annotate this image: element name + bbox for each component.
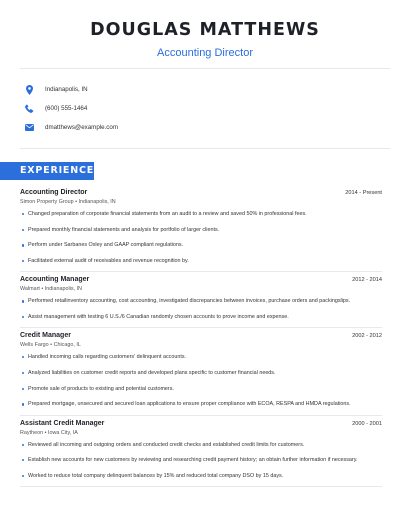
job-title: Credit Manager	[20, 332, 71, 340]
bullet-item: Facilitated external audit of receivables and revenue recognition by.	[20, 257, 382, 265]
job-company: Wells Fargo	[20, 342, 49, 349]
divider	[20, 327, 382, 328]
job-dates: 2014 - Present	[345, 190, 382, 196]
bullet-item: Handled incoming calls regarding customers' delinquent accounts.	[20, 353, 382, 361]
job-company-line: Simon Property Group • Indianapolis, IN	[20, 199, 116, 205]
bullet-item: Performed retailinventory accounting, cost accounting, investigated discrepancies between invoices, purchase orders and packingslips.	[20, 297, 382, 305]
contact-location-text: Indianapolis, IN	[45, 86, 88, 93]
bullet-item: Promote sale of products to existing and potential customers.	[20, 385, 382, 393]
section-heading-experience: EXPERIENCE	[0, 162, 94, 180]
job-company-line: Wells Fargo • Chicago, IL	[20, 342, 81, 349]
job-entry	[20, 189, 382, 265]
bullet-item: Worked to reduce total company delinquent balances by 15% and reduced total company DSO by 15 days.	[20, 472, 382, 480]
job-company: Walmart	[20, 286, 40, 293]
job-company: Raytheon	[20, 429, 44, 436]
candidate-name: DOUGLAS MATTHEWS	[90, 20, 320, 40]
divider	[20, 148, 390, 149]
job-bullets	[20, 441, 382, 481]
contact-email	[20, 118, 390, 137]
job-dates: 2002 - 2012	[352, 333, 382, 340]
experience-list	[20, 189, 382, 491]
email-icon	[23, 122, 35, 134]
job-bullets	[20, 210, 382, 265]
job-entry	[20, 332, 382, 408]
job-location: Iowa City, IA	[47, 429, 78, 436]
divider	[20, 486, 382, 487]
job-company-line: Raytheon • Iowa City, IA	[20, 429, 78, 436]
contact-location	[20, 80, 390, 99]
job-location: Chicago, IL	[53, 342, 81, 349]
bullet-item: Reviewed all incoming and outgoing orders and conducted credit checks and established credit limits for customers.	[20, 441, 382, 449]
job-bullets	[20, 297, 382, 321]
bullet-item: Assist management with testing 6 U.S./6 Canadian randomly chosen accounts to prove income and expense.	[20, 313, 382, 321]
job-entry	[20, 276, 382, 321]
job-company: Simon Property Group	[20, 199, 74, 205]
divider	[20, 271, 382, 272]
job-title: Accounting Manager	[20, 276, 90, 284]
bullet-item: Prepared monthly financial statements and analysis for portfolio of larger clients.	[20, 226, 382, 234]
bullet-item: Perform under Sarbanes Oxley and GAAP compliant regulations.	[20, 241, 382, 249]
location-pin-icon	[23, 84, 35, 96]
candidate-title: Accounting Director	[157, 47, 253, 59]
job-title: Assistant Credit Manager	[20, 419, 105, 427]
job-location: Indianapolis, IN	[44, 286, 82, 293]
job-location: Indianapolis, IN	[78, 199, 116, 205]
contact-email-text: dmatthews@example.com	[45, 124, 118, 131]
contact-phone	[20, 99, 390, 118]
contact-section	[20, 80, 390, 137]
job-entry	[20, 420, 382, 481]
bullet-item: Establish new accounts for new customers by reviewing and researching credit payment history; an obtain further information if necessary.	[20, 456, 382, 464]
bullet-item: Prepared mortgage, unsecured and secured loan applications to ensure proper compliance with ECOA, RESPA and HMDA regulations.	[20, 400, 382, 408]
job-bullets	[20, 353, 382, 408]
bullet-item: Changed preparation of corporate financial statements from an audit to a review and saved 50% in professional fees.	[20, 210, 382, 218]
job-company-line: Walmart • Indianapolis, IN	[20, 286, 82, 293]
divider	[20, 68, 390, 69]
bullet-item: Analyzed liabilities on customer credit reports and developed plans specific to customer financial needs.	[20, 369, 382, 377]
phone-icon	[23, 103, 35, 115]
job-dates: 2012 - 2014	[352, 277, 382, 284]
contact-phone-text: (600) 555-1464	[45, 105, 88, 112]
divider	[20, 415, 382, 416]
resume-header	[0, 0, 410, 60]
job-title: Accounting Director	[20, 189, 88, 196]
job-dates: 2000 - 2001	[352, 420, 382, 427]
